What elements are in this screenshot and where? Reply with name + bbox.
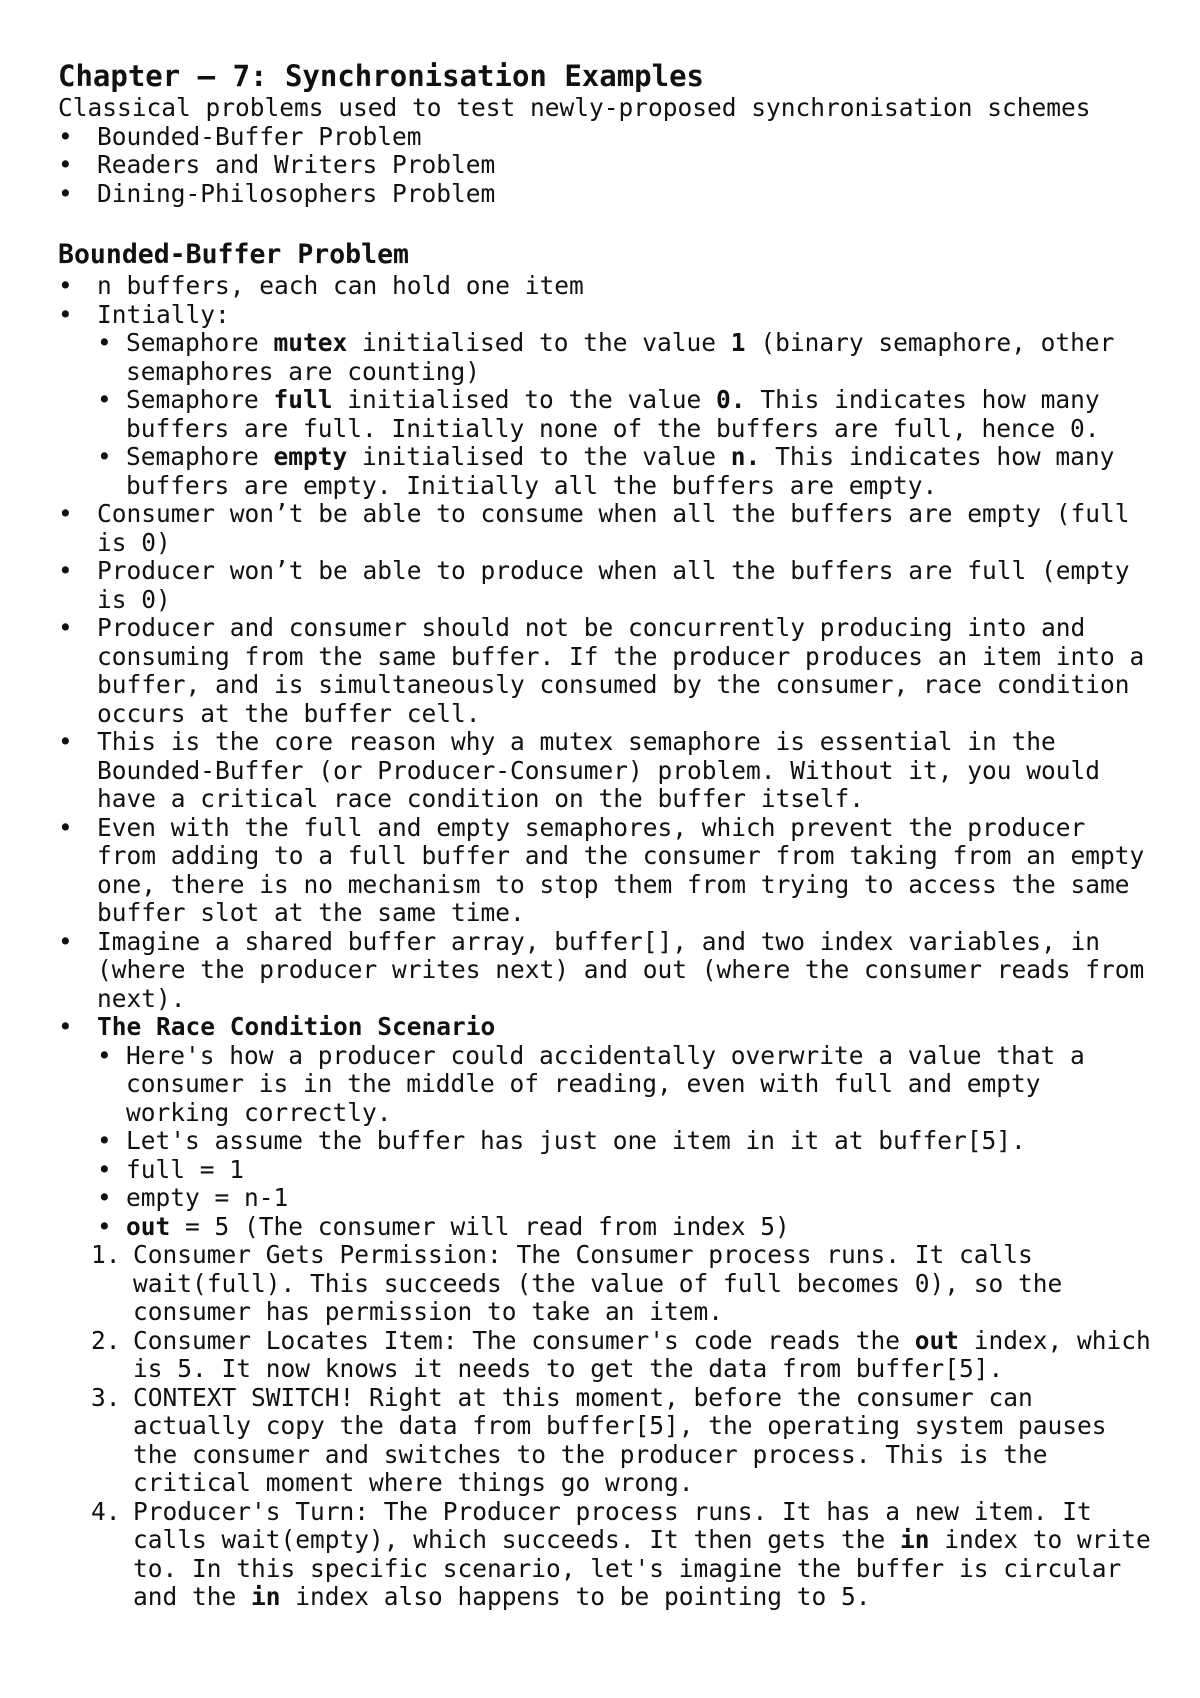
list-item-continued: from adding to a full buffer and the consumer from taking from an empty (97, 841, 1145, 870)
bullet-marker: • (58, 178, 73, 208)
list-item: • Readers and Writers Problem (58, 150, 496, 179)
numbered-step-continued: consumer has permission to take an item. (133, 1297, 724, 1326)
list-item-continued: buffer slot at the same time. (97, 898, 525, 927)
sub-bullet-marker: • (97, 328, 112, 357)
bullet-marker: • (58, 271, 73, 300)
sub-list-item: • Here's how a producer could accidentally overwrite a value that a (97, 1040, 1085, 1070)
numbered-step: 4. Producer's Turn: The Producer process runs. It has a new item. It (91, 1496, 1092, 1526)
list-item-continued: (where the producer writes next) and out (where the consumer reads from (97, 955, 1145, 984)
sub-list-item: • out = 5 (The consumer will read from index 5) (97, 1211, 790, 1241)
sub-list-item: • Semaphore full initialised to the value 0. This indicates how many (97, 385, 1100, 414)
list-item-continued: one, there is no mechanism to stop them from trying to access the same (97, 869, 1130, 899)
list-item: • Even with the full and empty semaphores, which prevent the producer (58, 812, 1086, 842)
step-number: 4. (91, 1496, 121, 1526)
list-item: • Dining-Philosophers Problem (58, 178, 496, 208)
sub-bullet-marker: • (97, 442, 112, 471)
step-number: 2. (91, 1325, 121, 1355)
sub-bullet-marker: • (97, 385, 112, 414)
document-page (58, 58, 1158, 1612)
bullet-marker: • (58, 299, 73, 329)
bullet-marker: • (58, 556, 73, 585)
bullet-marker: • (58, 727, 73, 756)
sub-list-item-continued: consumer is in the middle of reading, even with full and empty (126, 1069, 1041, 1098)
list-item: • Bounded-Buffer Problem (58, 121, 422, 151)
sub-list-item: • Semaphore mutex initialised to the value 1 (binary semaphore, other (97, 328, 1115, 357)
bullet-marker: • (58, 121, 73, 151)
sub-list-item-continued: semaphores are counting) (126, 356, 481, 386)
sub-list-item-continued: buffers are empty. Initially all the buffers are empty. (126, 470, 938, 500)
numbered-step: 2. Consumer Locates Item: The consumer's code reads the out index, which (91, 1325, 1151, 1355)
intro-text: Classical problems used to test newly-proposed synchronisation schemes (58, 93, 1091, 122)
numbered-step-continued: critical moment where things go wrong. (133, 1468, 694, 1497)
list-item-continued: consuming from the same buffer. If the producer produces an item into a (97, 641, 1145, 671)
sub-bullet-marker: • (97, 1154, 112, 1184)
bullet-marker: • (58, 812, 73, 842)
numbered-step-continued: is 5. It now knows it needs to get the data from buffer[5]. (133, 1354, 1004, 1383)
sub-list-item: • full = 1 (97, 1154, 245, 1184)
sub-bullet-marker: • (97, 1211, 112, 1241)
list-item (58, 1013, 1158, 1042)
numbered-step: 3. CONTEXT SWITCH! Right at this moment, before the consumer can (91, 1382, 1033, 1412)
sub-bullet-marker: • (97, 1040, 112, 1070)
numbered-step-continued: actually copy the data from buffer[5], the operating system pauses (133, 1411, 1107, 1440)
numbered-step-continued: to. In this specific scenario, let's imagine the buffer is circular (133, 1553, 1122, 1583)
list-item-continued: is 0) (97, 527, 171, 557)
list-item-continued: occurs at the buffer cell. (97, 698, 481, 728)
sub-list-item: • Let's assume the buffer has just one item in it at buffer[5]. (97, 1126, 1026, 1155)
sub-bullet-marker: • (97, 1183, 112, 1212)
step-number: 1. (91, 1240, 121, 1269)
step-number: 3. (91, 1382, 121, 1412)
list-item-continued: have a critical race condition on the buffer itself. (97, 784, 865, 813)
numbered-step: 1. Consumer Gets Permission: The Consumer process runs. It calls (91, 1240, 1033, 1269)
sub-list-item-continued: working correctly. (126, 1097, 392, 1127)
list-item-continued: next). (97, 983, 186, 1013)
numbered-step-continued: and the in index also happens to be pointing to 5. (133, 1582, 871, 1611)
bullet-marker: • (58, 150, 73, 179)
list-item: • Imagine a shared buffer array, buffer[], and two index variables, in (58, 926, 1101, 956)
sub-list-item: • Semaphore empty initialised to the value n. This indicates how many (97, 442, 1115, 471)
bullet-marker: • (58, 499, 73, 528)
chapter-title: Chapter – 7: Synchronisation Examples (58, 59, 705, 93)
list-item-continued: buffer, and is simultaneously consumed by the consumer, race condition (97, 670, 1130, 699)
list-item: • This is the core reason why a mutex semaphore is essential in the (58, 727, 1056, 756)
numbered-step-continued: calls wait(empty), which succeeds. It then gets the in index to write (133, 1525, 1151, 1554)
bullet-marker: • (58, 926, 73, 956)
sub-list-item: • empty = n-1 (97, 1183, 289, 1212)
list-item: • n buffers, each can hold one item (58, 271, 584, 300)
bullet-marker: • (58, 613, 73, 642)
list-item: • Producer won’t be able to produce when all the buffers are full (empty (58, 556, 1130, 585)
numbered-step-continued: wait(full). This succeeds (the value of full becomes 0), so the (133, 1268, 1063, 1298)
sub-bullet-marker: • (97, 1126, 112, 1155)
list-item-continued: Bounded-Buffer (or Producer-Consumer) problem. Without it, you would (97, 755, 1101, 785)
list-item: • Producer and consumer should not be concurrently producing into and (58, 613, 1086, 642)
section-title: Bounded-Buffer Problem (58, 239, 409, 270)
sub-list-item-continued: buffers are full. Initially none of the buffers are full, hence 0. (126, 413, 1100, 443)
list-item: • Consumer won’t be able to consume when all the buffers are empty (full (58, 499, 1130, 528)
list-item-continued: is 0) (97, 584, 171, 614)
list-item: • Intially: (58, 299, 230, 329)
bullet-marker: • (58, 1012, 73, 1041)
numbered-step-continued: the consumer and switches to the producer process. This is the (133, 1439, 1048, 1469)
race-condition-heading: The Race Condition Scenario (97, 1012, 496, 1041)
